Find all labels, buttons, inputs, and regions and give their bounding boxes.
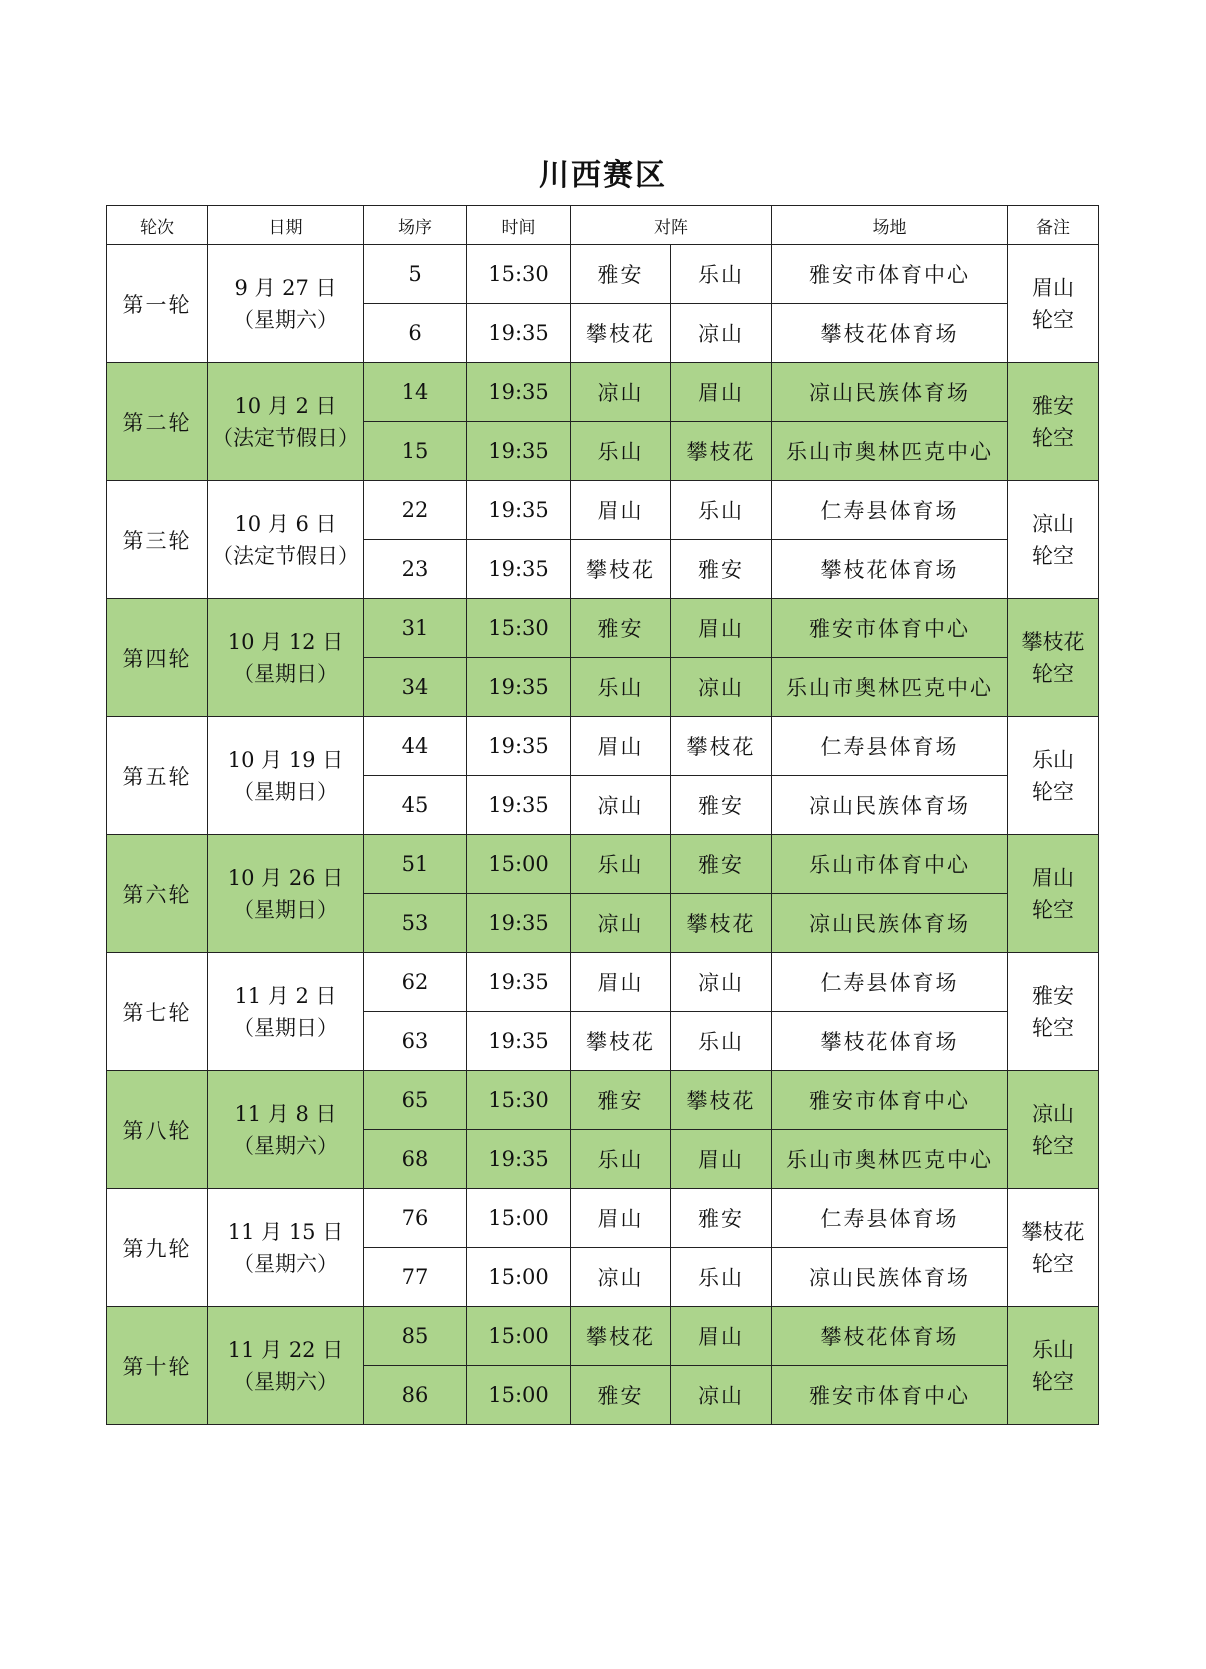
weekday-text: （星期日）	[233, 1015, 338, 1040]
home-team-cell: 乐山	[571, 658, 671, 717]
match-no-cell: 23	[364, 540, 467, 599]
home-team-cell: 攀枝花	[571, 540, 671, 599]
venue-cell: 凉山民族体育场	[772, 363, 1008, 422]
bye-status-text: 轮空	[1032, 779, 1074, 804]
match-no-cell: 6	[364, 304, 467, 363]
date-cell	[208, 835, 364, 953]
round-cell: 第五轮	[107, 717, 208, 835]
venue-cell: 雅安市体育中心	[772, 599, 1008, 658]
home-team-cell: 凉山	[571, 776, 671, 835]
bye-team-text: 凉山	[1032, 1101, 1074, 1126]
home-team-cell: 凉山	[571, 894, 671, 953]
table-row	[107, 245, 1099, 304]
time-cell: 15:30	[467, 599, 571, 658]
venue-cell: 乐山市奥林匹克中心	[772, 1130, 1008, 1189]
away-team-cell: 攀枝花	[671, 894, 772, 953]
round-cell: 第七轮	[107, 953, 208, 1071]
date-text: 11 月 22 日	[227, 1337, 344, 1362]
away-team-cell: 攀枝花	[671, 717, 772, 776]
venue-cell: 乐山市奥林匹克中心	[772, 422, 1008, 481]
date-cell	[208, 245, 364, 363]
match-no-cell: 85	[364, 1307, 467, 1366]
time-cell: 19:35	[467, 953, 571, 1012]
match-no-cell: 65	[364, 1071, 467, 1130]
away-team-cell: 眉山	[671, 1130, 772, 1189]
table-row	[107, 363, 1099, 422]
away-team-cell: 眉山	[671, 363, 772, 422]
date-cell	[208, 1189, 364, 1307]
bye-status-text: 轮空	[1032, 307, 1074, 332]
table-row	[107, 1189, 1099, 1248]
home-team-cell: 眉山	[571, 481, 671, 540]
time-cell: 15:00	[467, 1189, 571, 1248]
weekday-text: （星期日）	[233, 897, 338, 922]
away-team-cell: 凉山	[671, 1366, 772, 1425]
venue-cell: 仁寿县体育场	[772, 481, 1008, 540]
away-team-cell: 乐山	[671, 1248, 772, 1307]
venue-cell: 仁寿县体育场	[772, 953, 1008, 1012]
note-cell	[1008, 717, 1099, 835]
date-cell	[208, 363, 364, 481]
weekday-text: （星期六）	[233, 1369, 338, 1394]
bye-team-text: 攀枝花	[1021, 1219, 1085, 1244]
round-cell: 第四轮	[107, 599, 208, 717]
bye-status-text: 轮空	[1032, 1251, 1074, 1276]
home-team-cell: 凉山	[571, 363, 671, 422]
note-cell	[1008, 363, 1099, 481]
match-no-cell: 77	[364, 1248, 467, 1307]
time-cell: 19:35	[467, 363, 571, 422]
bye-status-text: 轮空	[1032, 543, 1074, 568]
venue-cell: 凉山民族体育场	[772, 894, 1008, 953]
time-cell: 15:00	[467, 1307, 571, 1366]
venue-cell: 攀枝花体育场	[772, 540, 1008, 599]
away-team-cell: 凉山	[671, 304, 772, 363]
date-text: 10 月 12 日	[227, 629, 344, 654]
venue-cell: 仁寿县体育场	[772, 1189, 1008, 1248]
away-team-cell: 眉山	[671, 1307, 772, 1366]
match-no-cell: 68	[364, 1130, 467, 1189]
date-cell	[208, 1071, 364, 1189]
home-team-cell: 眉山	[571, 717, 671, 776]
header-venue: 场地	[772, 206, 1008, 245]
round-cell: 第二轮	[107, 363, 208, 481]
away-team-cell: 乐山	[671, 245, 772, 304]
note-cell	[1008, 1307, 1099, 1425]
bye-status-text: 轮空	[1032, 425, 1074, 450]
round-cell: 第八轮	[107, 1071, 208, 1189]
match-no-cell: 45	[364, 776, 467, 835]
away-team-cell: 凉山	[671, 953, 772, 1012]
match-no-cell: 14	[364, 363, 467, 422]
match-no-cell: 34	[364, 658, 467, 717]
time-cell: 19:35	[467, 304, 571, 363]
weekday-text: （星期六）	[233, 1251, 338, 1276]
bye-team-text: 眉山	[1032, 275, 1074, 300]
home-team-cell: 雅安	[571, 245, 671, 304]
time-cell: 15:00	[467, 835, 571, 894]
bye-team-text: 眉山	[1032, 865, 1074, 890]
time-cell: 19:35	[467, 1012, 571, 1071]
away-team-cell: 雅安	[671, 835, 772, 894]
weekday-text: （星期六）	[233, 1133, 338, 1158]
weekday-text: （星期六）	[233, 307, 338, 332]
header-time: 时间	[467, 206, 571, 245]
header-matchup: 对阵	[571, 206, 772, 245]
bye-status-text: 轮空	[1032, 1369, 1074, 1394]
header-row	[107, 206, 1099, 245]
match-no-cell: 31	[364, 599, 467, 658]
time-cell: 15:30	[467, 1071, 571, 1130]
away-team-cell: 乐山	[671, 481, 772, 540]
date-cell	[208, 599, 364, 717]
venue-cell: 乐山市体育中心	[772, 835, 1008, 894]
venue-cell: 攀枝花体育场	[772, 1307, 1008, 1366]
weekday-text: （法定节假日）	[212, 543, 359, 568]
match-no-cell: 51	[364, 835, 467, 894]
home-team-cell: 雅安	[571, 1071, 671, 1130]
header-round: 轮次	[107, 206, 208, 245]
header-match-no: 场序	[364, 206, 467, 245]
venue-cell: 雅安市体育中心	[772, 1366, 1008, 1425]
bye-team-text: 乐山	[1032, 1337, 1074, 1362]
time-cell: 19:35	[467, 481, 571, 540]
match-no-cell: 15	[364, 422, 467, 481]
home-team-cell: 攀枝花	[571, 1307, 671, 1366]
date-text: 10 月 2 日	[234, 393, 337, 418]
round-cell: 第十轮	[107, 1307, 208, 1425]
weekday-text: （星期日）	[233, 661, 338, 686]
note-cell	[1008, 953, 1099, 1071]
note-cell	[1008, 599, 1099, 717]
venue-cell: 凉山民族体育场	[772, 776, 1008, 835]
bye-team-text: 雅安	[1032, 393, 1074, 418]
away-team-cell: 攀枝花	[671, 1071, 772, 1130]
round-cell: 第六轮	[107, 835, 208, 953]
match-no-cell: 44	[364, 717, 467, 776]
venue-cell: 雅安市体育中心	[772, 245, 1008, 304]
match-no-cell: 76	[364, 1189, 467, 1248]
bye-team-text: 雅安	[1032, 983, 1074, 1008]
match-no-cell: 63	[364, 1012, 467, 1071]
table-row	[107, 835, 1099, 894]
home-team-cell: 雅安	[571, 599, 671, 658]
date-text: 10 月 6 日	[234, 511, 337, 536]
date-text: 11 月 15 日	[227, 1219, 344, 1244]
bye-status-text: 轮空	[1032, 661, 1074, 686]
header-date: 日期	[208, 206, 364, 245]
venue-cell: 乐山市奥林匹克中心	[772, 658, 1008, 717]
schedule-table	[106, 205, 1099, 1425]
time-cell: 19:35	[467, 894, 571, 953]
header-note: 备注	[1008, 206, 1099, 245]
bye-status-text: 轮空	[1032, 1015, 1074, 1040]
date-cell	[208, 481, 364, 599]
table-row	[107, 599, 1099, 658]
round-cell: 第三轮	[107, 481, 208, 599]
home-team-cell: 乐山	[571, 1130, 671, 1189]
table-row	[107, 717, 1099, 776]
time-cell: 19:35	[467, 717, 571, 776]
time-cell: 19:35	[467, 658, 571, 717]
home-team-cell: 乐山	[571, 835, 671, 894]
round-cell: 第九轮	[107, 1189, 208, 1307]
weekday-text: （星期日）	[233, 779, 338, 804]
date-text: 11 月 2 日	[234, 983, 337, 1008]
home-team-cell: 攀枝花	[571, 304, 671, 363]
venue-cell: 凉山民族体育场	[772, 1248, 1008, 1307]
note-cell	[1008, 835, 1099, 953]
table-row	[107, 1307, 1099, 1366]
time-cell: 19:35	[467, 776, 571, 835]
time-cell: 15:30	[467, 245, 571, 304]
date-text: 10 月 19 日	[227, 747, 344, 772]
time-cell: 15:00	[467, 1366, 571, 1425]
note-cell	[1008, 1189, 1099, 1307]
match-no-cell: 5	[364, 245, 467, 304]
table-row	[107, 1071, 1099, 1130]
away-team-cell: 雅安	[671, 1189, 772, 1248]
away-team-cell: 雅安	[671, 776, 772, 835]
away-team-cell: 凉山	[671, 658, 772, 717]
date-cell	[208, 953, 364, 1071]
time-cell: 19:35	[467, 1130, 571, 1189]
note-cell	[1008, 245, 1099, 363]
note-cell	[1008, 1071, 1099, 1189]
date-text: 9 月 27 日	[234, 275, 337, 300]
venue-cell: 仁寿县体育场	[772, 717, 1008, 776]
time-cell: 19:35	[467, 422, 571, 481]
bye-team-text: 攀枝花	[1021, 629, 1085, 654]
match-no-cell: 62	[364, 953, 467, 1012]
schedule-body	[107, 245, 1099, 1425]
date-cell	[208, 1307, 364, 1425]
home-team-cell: 凉山	[571, 1248, 671, 1307]
home-team-cell: 攀枝花	[571, 1012, 671, 1071]
home-team-cell: 眉山	[571, 953, 671, 1012]
table-row	[107, 953, 1099, 1012]
table-row	[107, 481, 1099, 540]
match-no-cell: 86	[364, 1366, 467, 1425]
home-team-cell: 乐山	[571, 422, 671, 481]
date-text: 11 月 8 日	[234, 1101, 337, 1126]
round-cell: 第一轮	[107, 245, 208, 363]
away-team-cell: 雅安	[671, 540, 772, 599]
match-no-cell: 22	[364, 481, 467, 540]
venue-cell: 雅安市体育中心	[772, 1071, 1008, 1130]
date-cell	[208, 717, 364, 835]
page-title: 川西赛区	[539, 158, 667, 193]
time-cell: 15:00	[467, 1248, 571, 1307]
away-team-cell: 攀枝花	[671, 422, 772, 481]
bye-status-text: 轮空	[1032, 897, 1074, 922]
match-no-cell: 53	[364, 894, 467, 953]
bye-status-text: 轮空	[1032, 1133, 1074, 1158]
venue-cell: 攀枝花体育场	[772, 1012, 1008, 1071]
note-cell	[1008, 481, 1099, 599]
home-team-cell: 眉山	[571, 1189, 671, 1248]
time-cell: 19:35	[467, 540, 571, 599]
date-text: 10 月 26 日	[227, 865, 344, 890]
home-team-cell: 雅安	[571, 1366, 671, 1425]
weekday-text: （法定节假日）	[212, 425, 359, 450]
bye-team-text: 凉山	[1032, 511, 1074, 536]
away-team-cell: 乐山	[671, 1012, 772, 1071]
bye-team-text: 乐山	[1032, 747, 1074, 772]
venue-cell: 攀枝花体育场	[772, 304, 1008, 363]
away-team-cell: 眉山	[671, 599, 772, 658]
